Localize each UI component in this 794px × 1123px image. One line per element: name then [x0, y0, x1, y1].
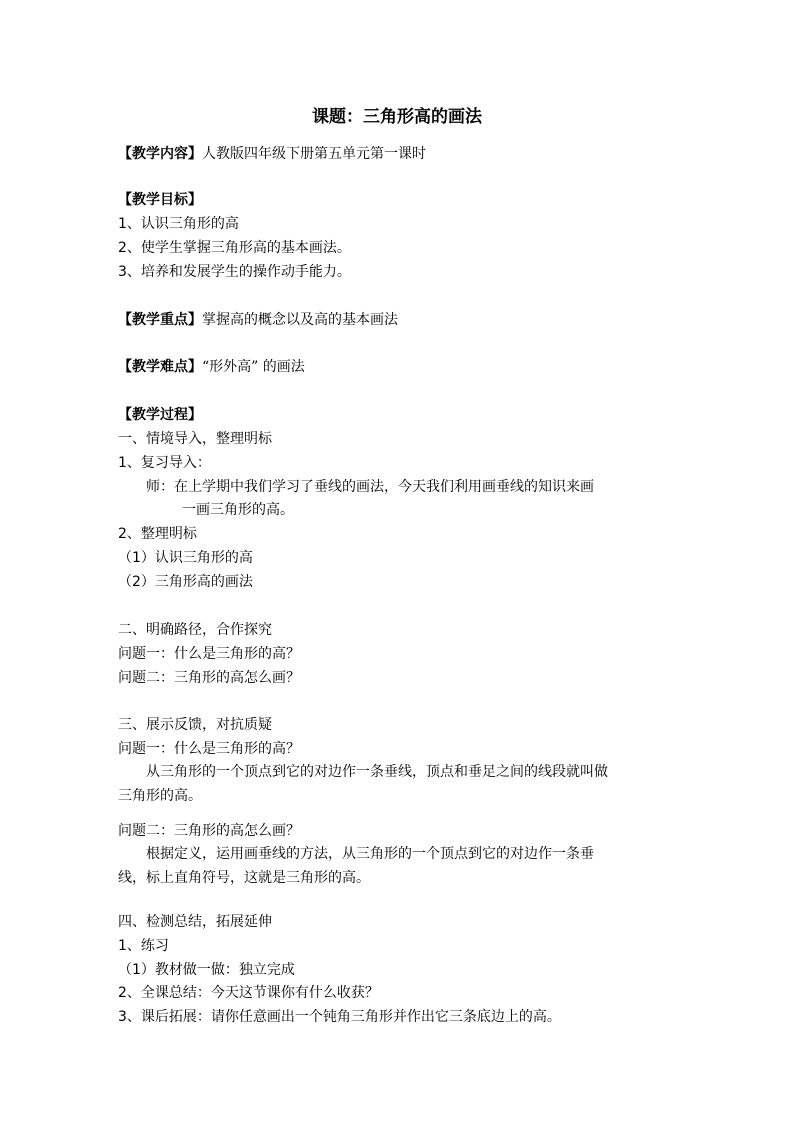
- goal-item-1: （1）认识三角形的高: [118, 550, 253, 566]
- answer-2-line-2: 线，标上直角符号，这就是三角形的高。: [118, 870, 370, 886]
- lesson-title: 课题：三角形高的画法: [312, 107, 482, 127]
- key-point-label: 【教学重点】: [118, 312, 202, 328]
- section-3-question-2: 问题二：三角形的高怎么画？: [118, 823, 300, 839]
- key-point-text: 掌握高的概念以及高的基本画法: [202, 312, 398, 328]
- goal-item-2: （2）三角形高的画法: [118, 574, 253, 590]
- teaching-content-label: 【教学内容】: [118, 146, 202, 162]
- objective-item-1: 1、认识三角形的高: [118, 216, 239, 232]
- answer-2-line-1: 根据定义，运用画垂线的方法，从三角形的一个顶点到它的对边作一条垂: [146, 846, 594, 862]
- section-2-title: 二、明确路径，合作探究: [118, 622, 272, 638]
- answer-1-line-2: 三角形的高。: [118, 788, 202, 804]
- teacher-line-1: 师：在上学期中我们学习了垂线的画法，今天我们利用画垂线的知识来画: [146, 479, 594, 495]
- difficulty-label: 【教学难点】: [118, 359, 202, 375]
- difficulty-text: “形外高” 的画法: [202, 359, 305, 375]
- section-3-title: 三、展示反馈，对抗质疑: [118, 717, 272, 733]
- organize-goals: 2、整理明标: [118, 526, 197, 542]
- practice-item-1: （1）教材做一做：独立完成: [118, 962, 295, 978]
- practice: 1、练习: [118, 938, 169, 954]
- teaching-content-text: 人教版四年级下册第五单元第一课时: [202, 146, 426, 162]
- section-4-title: 四、检测总结，拓展延伸: [118, 914, 272, 930]
- teaching-content: [118, 145, 426, 163]
- section-2-question-2: 问题二：三角形的高怎么画？: [118, 670, 300, 686]
- section-3-question-1: 问题一：什么是三角形的高？: [118, 741, 300, 757]
- review-intro: 1、复习导入：: [118, 455, 211, 471]
- after-class-extension: 3、课后拓展：请你任意画出一个钝角三角形并作出它三条底边上的高。: [118, 1009, 561, 1025]
- key-point: [118, 311, 398, 329]
- objective-item-3: 3、培养和发展学生的操作动手能力。: [118, 264, 351, 280]
- teacher-line-2: 一画三角形的高。: [182, 502, 294, 518]
- section-2-question-1: 问题一：什么是三角形的高？: [118, 646, 300, 662]
- answer-1-line-1: 从三角形的一个顶点到它的对边作一条垂线，顶点和垂足之间的线段就叫做: [146, 764, 608, 780]
- objectives-heading: 【教学目标】: [118, 192, 202, 208]
- section-1-title: 一、情境导入，整理明标: [118, 431, 272, 447]
- objective-item-2: 2、使学生掌握三角形高的基本画法。: [118, 240, 351, 256]
- lesson-summary: 2、全课总结：今天这节课你有什么收获？: [118, 985, 379, 1001]
- process-heading: 【教学过程】: [118, 407, 202, 423]
- difficulty: [118, 358, 305, 376]
